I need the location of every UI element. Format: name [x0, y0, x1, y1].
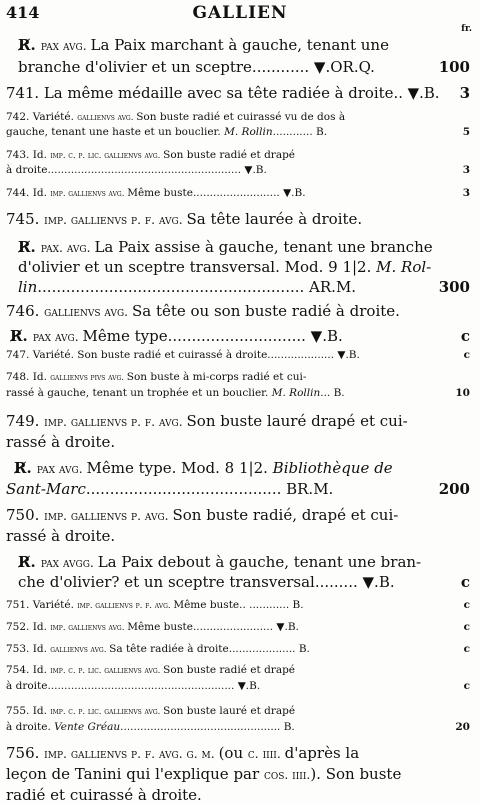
catalogue-line — [6, 600, 304, 611]
catalogue-line — [6, 127, 327, 138]
text-run: Même type. Mod. 8 1|2. — [86, 459, 273, 477]
legend-smallcaps: imp. gallienvs p. f. avg. — [44, 415, 187, 429]
text-run: Même buste.......................... ▼.B. — [127, 187, 306, 199]
text-run: Même type............................. ▼.B. — [82, 327, 343, 345]
legend-smallcaps: imp. gallienvs p. f. avg. — [77, 601, 174, 611]
legend-smallcaps: pax avg. — [36, 462, 87, 476]
catalogue-line — [6, 414, 408, 429]
text-run: La Paix assise à gauche, tenant une branche — [94, 238, 433, 256]
catalogue-line — [18, 240, 433, 255]
page-title: GALLIEN — [192, 3, 288, 23]
text-run: 745. — [6, 210, 45, 228]
text-run: Sa tête laurée à droite. — [186, 210, 363, 228]
price-value: c — [463, 349, 470, 361]
legend-smallcaps: imp. c. p. lic. gallienvs avg. — [50, 151, 164, 161]
text-run: La Paix debout à gauche, tenant une bran- — [97, 553, 422, 571]
text-run: che d'olivier? et un sceptre transversal......... ▼.B. — [18, 573, 395, 591]
legend-smallcaps: c. iiii. — [247, 747, 285, 761]
price-value: 300 — [438, 278, 470, 296]
text-run: 748. Id. — [6, 371, 51, 383]
catalogue-line — [6, 706, 295, 717]
price-value: c — [463, 621, 470, 633]
price-value: 3 — [459, 84, 470, 102]
text-run: 753. Id. — [6, 643, 51, 655]
catalogue-line — [18, 555, 421, 570]
catalogue-line — [18, 280, 356, 295]
price-value: 5 — [462, 126, 470, 138]
text-run: 747. Variété. Son buste radié et cuirassé à droite.................... ▼.B. — [6, 349, 360, 361]
text-run: rassé à droite. — [6, 433, 116, 451]
price-value: 10 — [455, 387, 470, 399]
reference-italic: Bibliothèque de — [272, 459, 393, 477]
catalogue-line — [6, 681, 260, 692]
reference-italic: lin — [18, 278, 38, 296]
text-run: 756. — [6, 744, 45, 762]
reference-italic: Sant-Marc — [6, 480, 86, 498]
text-run: à droite........................................................ ▼.B. — [6, 680, 261, 692]
text-run: ................................................ B. — [120, 721, 295, 733]
catalogue-line — [6, 165, 267, 176]
price-value: 200 — [438, 480, 470, 498]
legend-smallcaps: pax avgg. — [40, 556, 98, 570]
catalogue-line — [6, 788, 202, 803]
reference-italic: M. Rollin — [271, 387, 321, 399]
catalogue-line — [6, 622, 299, 633]
text-run: leçon de Tanini qui l'explique par — [6, 765, 264, 783]
price-value: c — [463, 680, 470, 692]
catalogue-line — [6, 188, 306, 199]
legend-smallcaps: imp. c. p. lic. gallienvs avg. — [50, 666, 164, 676]
text-run: Même buste........................ ▼.B. — [127, 621, 299, 633]
text-run: à droite.......................................................... ▼.B. — [6, 164, 267, 176]
text-run: (ou — [218, 744, 248, 762]
catalogue-line — [6, 388, 345, 399]
text-run: rassé à droite. — [6, 527, 116, 545]
legend-smallcaps: pax. avg. — [40, 241, 95, 255]
legend-smallcaps: imp. gallienvs p. f. avg. — [44, 213, 187, 227]
legend-smallcaps: gallienvs avg. — [50, 645, 110, 655]
price-value: 3 — [462, 164, 470, 176]
text-run: ........................................................ AR.M. — [37, 278, 357, 296]
reverse-mark: R̸. — [18, 238, 41, 256]
catalogue-line — [6, 746, 359, 761]
legend-smallcaps: gallienvs avg. — [44, 305, 132, 319]
legend-smallcaps: imp. gallienvs avg. — [50, 623, 128, 633]
page-number: 414 — [6, 3, 40, 22]
catalogue-line — [18, 38, 389, 53]
text-run: 750. — [6, 506, 45, 524]
text-run: Son buste lauré drapé et cui- — [186, 412, 408, 430]
price-value: 100 — [438, 58, 470, 76]
text-run: d'olivier et un sceptre transversal. Mod. 9 1|2. — [18, 258, 377, 276]
catalogue-line — [6, 482, 333, 497]
text-run: Son buste radié et drapé — [163, 149, 296, 161]
catalogue-line — [6, 722, 295, 733]
legend-smallcaps: imp. gallienvs p. avg. — [44, 509, 173, 523]
text-run: radié et cuirassé à droite. — [6, 786, 202, 804]
catalogue-line — [14, 461, 393, 476]
price-column-heading: fr. — [461, 24, 472, 34]
price-value: 20 — [455, 721, 470, 733]
catalogue-line — [18, 260, 431, 275]
legend-smallcaps: imp. c. p. lic. gallienvs avg. — [50, 707, 164, 717]
legend-smallcaps: imp. gallienvs avg. — [50, 189, 128, 199]
text-run: Son buste lauré et drapé — [163, 705, 296, 717]
price-value: c — [463, 599, 470, 611]
text-run: 754. Id. — [6, 664, 51, 676]
text-run: Sa tête radiée à droite.................... B. — [109, 643, 310, 655]
text-run: à droite. — [6, 721, 55, 733]
catalogue-line — [18, 575, 395, 590]
text-run: branche d'olivier et un sceptre............ ▼.OR.Q. — [18, 58, 375, 76]
text-run: gauche, tenant une haste et un bouclier. — [6, 126, 225, 138]
text-run: Même buste.. ............ B. — [173, 599, 304, 611]
price-value: c — [463, 643, 470, 655]
legend-smallcaps: gallienvs avg. — [77, 113, 137, 123]
catalogue-line — [6, 372, 306, 383]
text-run: Sa tête ou son buste radié à droite. — [131, 302, 400, 320]
reverse-mark: R̸. — [18, 36, 41, 54]
catalogue-line — [18, 60, 375, 75]
text-run: 742. Variété. — [6, 111, 78, 123]
catalogue-line — [6, 767, 401, 782]
legend-smallcaps: pax avg. — [32, 330, 83, 344]
text-run: Son buste radié et drapé — [163, 664, 296, 676]
text-run: 755. Id. — [6, 705, 51, 717]
reference-italic: M. Rol- — [376, 258, 432, 276]
text-run: 743. Id. — [6, 149, 51, 161]
price-value: c — [460, 327, 470, 345]
catalogue-line — [6, 350, 360, 361]
text-run: 741. La même médaille avec sa tête radiée à droite.. ▼.B. — [6, 84, 440, 102]
catalogue-line — [6, 304, 400, 319]
reference-italic: Vente Gréau — [54, 721, 121, 733]
catalogue-line — [10, 329, 343, 344]
text-run: Son buste à mi-corps radié et cui- — [126, 371, 307, 383]
text-run: 746. — [6, 302, 45, 320]
text-run: ). Son buste — [310, 765, 402, 783]
catalogue-line — [6, 435, 115, 450]
catalogue-line — [6, 508, 398, 523]
text-run: d'après la — [284, 744, 360, 762]
catalogue-line — [6, 86, 440, 101]
text-run: 752. Id. — [6, 621, 51, 633]
legend-smallcaps: pax avg. — [40, 39, 91, 53]
catalogue-line — [6, 212, 362, 227]
text-run: 749. — [6, 412, 45, 430]
reverse-mark: R̸. — [10, 327, 33, 345]
catalogue-line — [6, 112, 345, 123]
catalogue-line — [6, 644, 310, 655]
catalogue-line — [6, 150, 295, 161]
reverse-mark: R̸. — [14, 459, 37, 477]
text-run: rassé à gauche, tenant un trophée et un bouclier. — [6, 387, 272, 399]
text-run: ... B. — [320, 387, 345, 399]
text-run: ......................................... BR.M. — [85, 480, 334, 498]
catalogue-line — [6, 529, 115, 544]
price-value: 3 — [462, 187, 470, 199]
text-run: 744. Id. — [6, 187, 51, 199]
legend-smallcaps: cos. iiii. — [263, 768, 311, 782]
legend-smallcaps: imp. gallienvs p. f. avg. g. m. — [44, 747, 219, 761]
text-run: 751. Variété. — [6, 599, 78, 611]
text-run: Son buste radié, drapé et cui- — [172, 506, 399, 524]
text-run: La Paix marchant à gauche, tenant une — [90, 36, 389, 54]
legend-smallcaps: gallienvs pivs avg. — [50, 373, 127, 383]
text-run: ............ B. — [272, 126, 328, 138]
text-run: Son buste radié et cuirassé vu de dos à — [136, 111, 346, 123]
catalogue-line — [6, 665, 295, 676]
reference-italic: M. Rollin — [224, 126, 273, 138]
reverse-mark: R̸. — [18, 553, 41, 571]
price-value: c — [460, 573, 470, 591]
